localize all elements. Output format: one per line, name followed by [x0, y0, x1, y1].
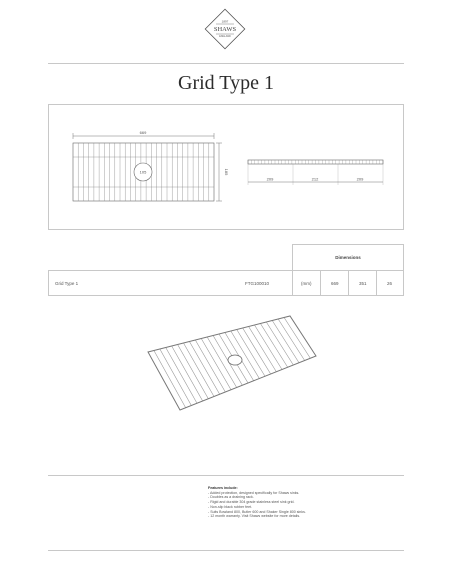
table-row	[48, 270, 404, 296]
features-list	[208, 486, 388, 519]
center-label: 105	[139, 169, 147, 175]
feature-item: - Added protection, designed specifically for Shaws sinks.	[208, 490, 300, 495]
unit-label: (mm)	[301, 281, 312, 286]
divider-bottom	[48, 550, 404, 551]
feature-item: - 12 month warranty. Visit Shaws website for more details.	[208, 514, 301, 519]
dimension-height: 26	[387, 281, 393, 286]
logo-year: 1897	[221, 19, 229, 24]
product-code: FTG100010	[245, 281, 270, 286]
dimensions-header: Dimensions	[292, 244, 404, 270]
logo-country: ENGLAND	[219, 35, 231, 38]
product-image	[140, 312, 320, 422]
side-segment-3: 209	[356, 176, 364, 182]
divider-top	[48, 63, 404, 64]
shaws-logo	[203, 7, 247, 51]
dimension-width: 351	[359, 281, 367, 286]
feature-item: - Rigid and durable 304 grade stainless steel sink grid.	[208, 500, 295, 505]
feature-item: - Non-slip black rubber feet.	[208, 504, 253, 509]
logo-name: SHAWS	[213, 26, 237, 33]
feature-item: - Doubles as a draining rack.	[208, 495, 254, 500]
top-view-width-label: 669	[139, 130, 147, 135]
features-title: Features include:	[208, 486, 238, 490]
side-segment-2: 212	[311, 176, 319, 182]
dimension-length: 669	[331, 281, 339, 286]
page-title: Grid Type 1	[178, 72, 274, 94]
side-segment-1: 209	[266, 176, 274, 182]
top-view-height-label: 185	[224, 168, 229, 176]
product-name: Grid Type 1	[55, 281, 79, 286]
technical-drawing	[48, 104, 404, 230]
side-view-bars	[248, 160, 383, 164]
drawing-canvas	[49, 105, 405, 231]
feature-item: - Suits Bowland 800, Butler 600 and Shaker Single 800 sinks.	[208, 509, 306, 514]
divider-middle	[48, 475, 404, 476]
